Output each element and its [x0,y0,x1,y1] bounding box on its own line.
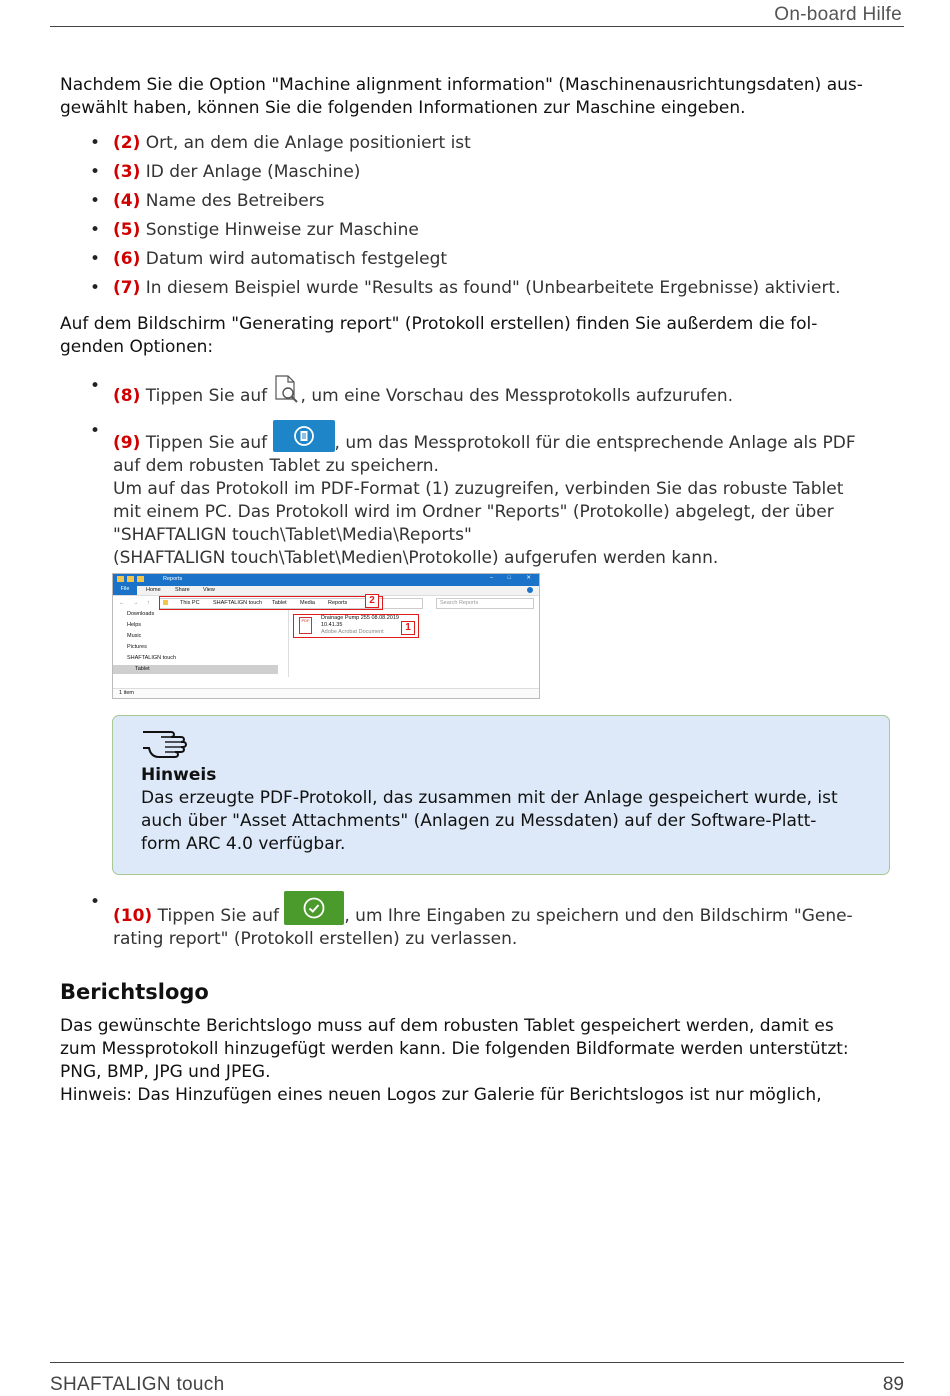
list-item: • (7) In diesem Beispiel wurde "Results as found" (Unbearbeitete Ergebnisse) aktiviert. [60,277,890,300]
footer-product: SHAFTALIGN touch [50,1374,225,1395]
section-paragraph: Das gewünschte Berichtslogo muss auf dem robusten Tablet gespeichert werden, damit es zum Messprotokoll hinzugefügt werden kann. Die folgenden Bildformate werden unterstützt: PNG, BMP, JPG und JPEG. Hinweis: Das Hinzufügen eines neuen Logos zur Galerie für Berichtslogos ist nur möglich, [60,1016,849,1105]
header-rule [50,26,904,27]
explorer-nav-pane: Downloads Helps Music Pictures SHAFTALIGN touch Tablet [113,610,289,677]
list-item-save: • (10) Tippen Sie auf , um Ihre Eingaben zu speichern und den Bildschirm "Gene- rating report" (Protokoll erstellen) zu verlassen. [60,891,890,951]
section-heading: Berichtslogo [60,980,209,1004]
nav-selected: Tablet [113,665,278,674]
explorer-window-title: Reports [163,576,183,582]
hint-text: Das erzeugte PDF-Protokoll, das zusammen mit der Anlage gespeichert wurde, ist auch über "Asset Attachments" (Anlagen zu Messdaten) auf der Software-Platt- form ARC 4.0 verfügbar. [141,788,838,854]
list-item: • (2) Ort, an dem die Anlage positioniert ist [60,132,890,155]
tab-file: File [113,586,137,595]
options-list [60,375,890,570]
explorer-search-box: Search Reports [436,598,534,609]
maximize-icon: □ [507,575,511,581]
options-paragraph: Auf dem Bildschirm "Generating report" (Protokoll erstellen) finden Sie außerdem die fol- genden Optionen: [60,314,818,357]
hint-title: Hinweis [141,765,217,785]
intro-line-2: gewählt haben, können Sie die folgenden Informationen zur Maschine eingeben. [60,98,746,118]
tab-home: Home [146,587,161,593]
list-item-pdf: • (9) Tippen Sie auf , um das Messprotokoll für die entsprechende Anlage als PDF auf dem robusten Tablet zu speichern. Um auf das Protokoll im PDF-Format (1) zuzugreifen, verbinden Sie das robuste Tablet mit einem PC. Das Protokoll wird im Ordner "Reports" (Protokolle) abgelegt, der über "SHAFTALIGN touch\Tablet\Media\Reports" (SHAFTALIGN touch\Tablet\Medien\Protokolle) aufgerufen werden kann. [60,420,890,570]
explorer-address-row [113,596,539,610]
page-header-title: On-board Hilfe [774,4,902,25]
address-highlight [159,596,383,610]
tab-share: Share [175,587,190,593]
save-list [60,891,890,951]
tab-view: View [203,587,215,593]
list-item: • (3) ID der Anlage (Maschine) [60,161,890,184]
help-icon [527,587,533,593]
intro-line-1: Nachdem Sie die Option "Machine alignment information" (Maschinenausrichtungsdaten) aus- [60,75,863,95]
marker-1: 1 [401,621,415,635]
confirm-check-icon[interactable] [284,891,344,925]
explorer-status-bar: 1 item [113,688,539,698]
list-item-preview: • (8) Tippen Sie auf , um eine Vorschau des Messprotokolls aufzurufen. [60,375,890,408]
close-icon: ✕ [526,575,531,581]
page-content [60,74,890,1107]
hint-box [112,715,890,875]
list-item: • (4) Name des Betreibers [60,190,890,213]
pdf-save-icon[interactable] [273,420,335,452]
explorer-address-bar: This PC SHAFTALIGN touch Tablet Media Reports [159,598,423,609]
pointing-hand-icon [141,726,199,758]
list-item: • (6) Datum wird automatisch festgelegt [60,248,890,271]
list-item: • (5) Sonstige Hinweise zur Maschine [60,219,890,242]
back-arrow-icon: ← [119,600,125,606]
folder-icon [137,576,144,582]
forward-arrow-icon: → [133,600,139,606]
explorer-ribbon [113,586,539,596]
folder-icon [117,576,124,582]
explorer-body: Downloads Helps Music Pictures SHAFTALIGN touch Tablet PDF Drainage Pump 255 08.08.2019 10.41.35 Adobe Acrobat Document 1 [113,610,539,686]
preview-document-icon[interactable] [273,375,301,405]
explorer-screenshot [112,573,540,699]
marker-2: 2 [365,594,379,608]
page-number: 89 [882,1374,904,1395]
folder-icon [127,576,134,582]
intro-paragraph [60,74,890,120]
up-arrow-icon: ↑ [147,600,150,606]
footer-rule [50,1362,904,1363]
machine-info-list [60,132,890,300]
minimize-icon: – [489,575,493,581]
pdf-file-icon: PDF [299,617,312,634]
explorer-title-bar [113,574,539,586]
